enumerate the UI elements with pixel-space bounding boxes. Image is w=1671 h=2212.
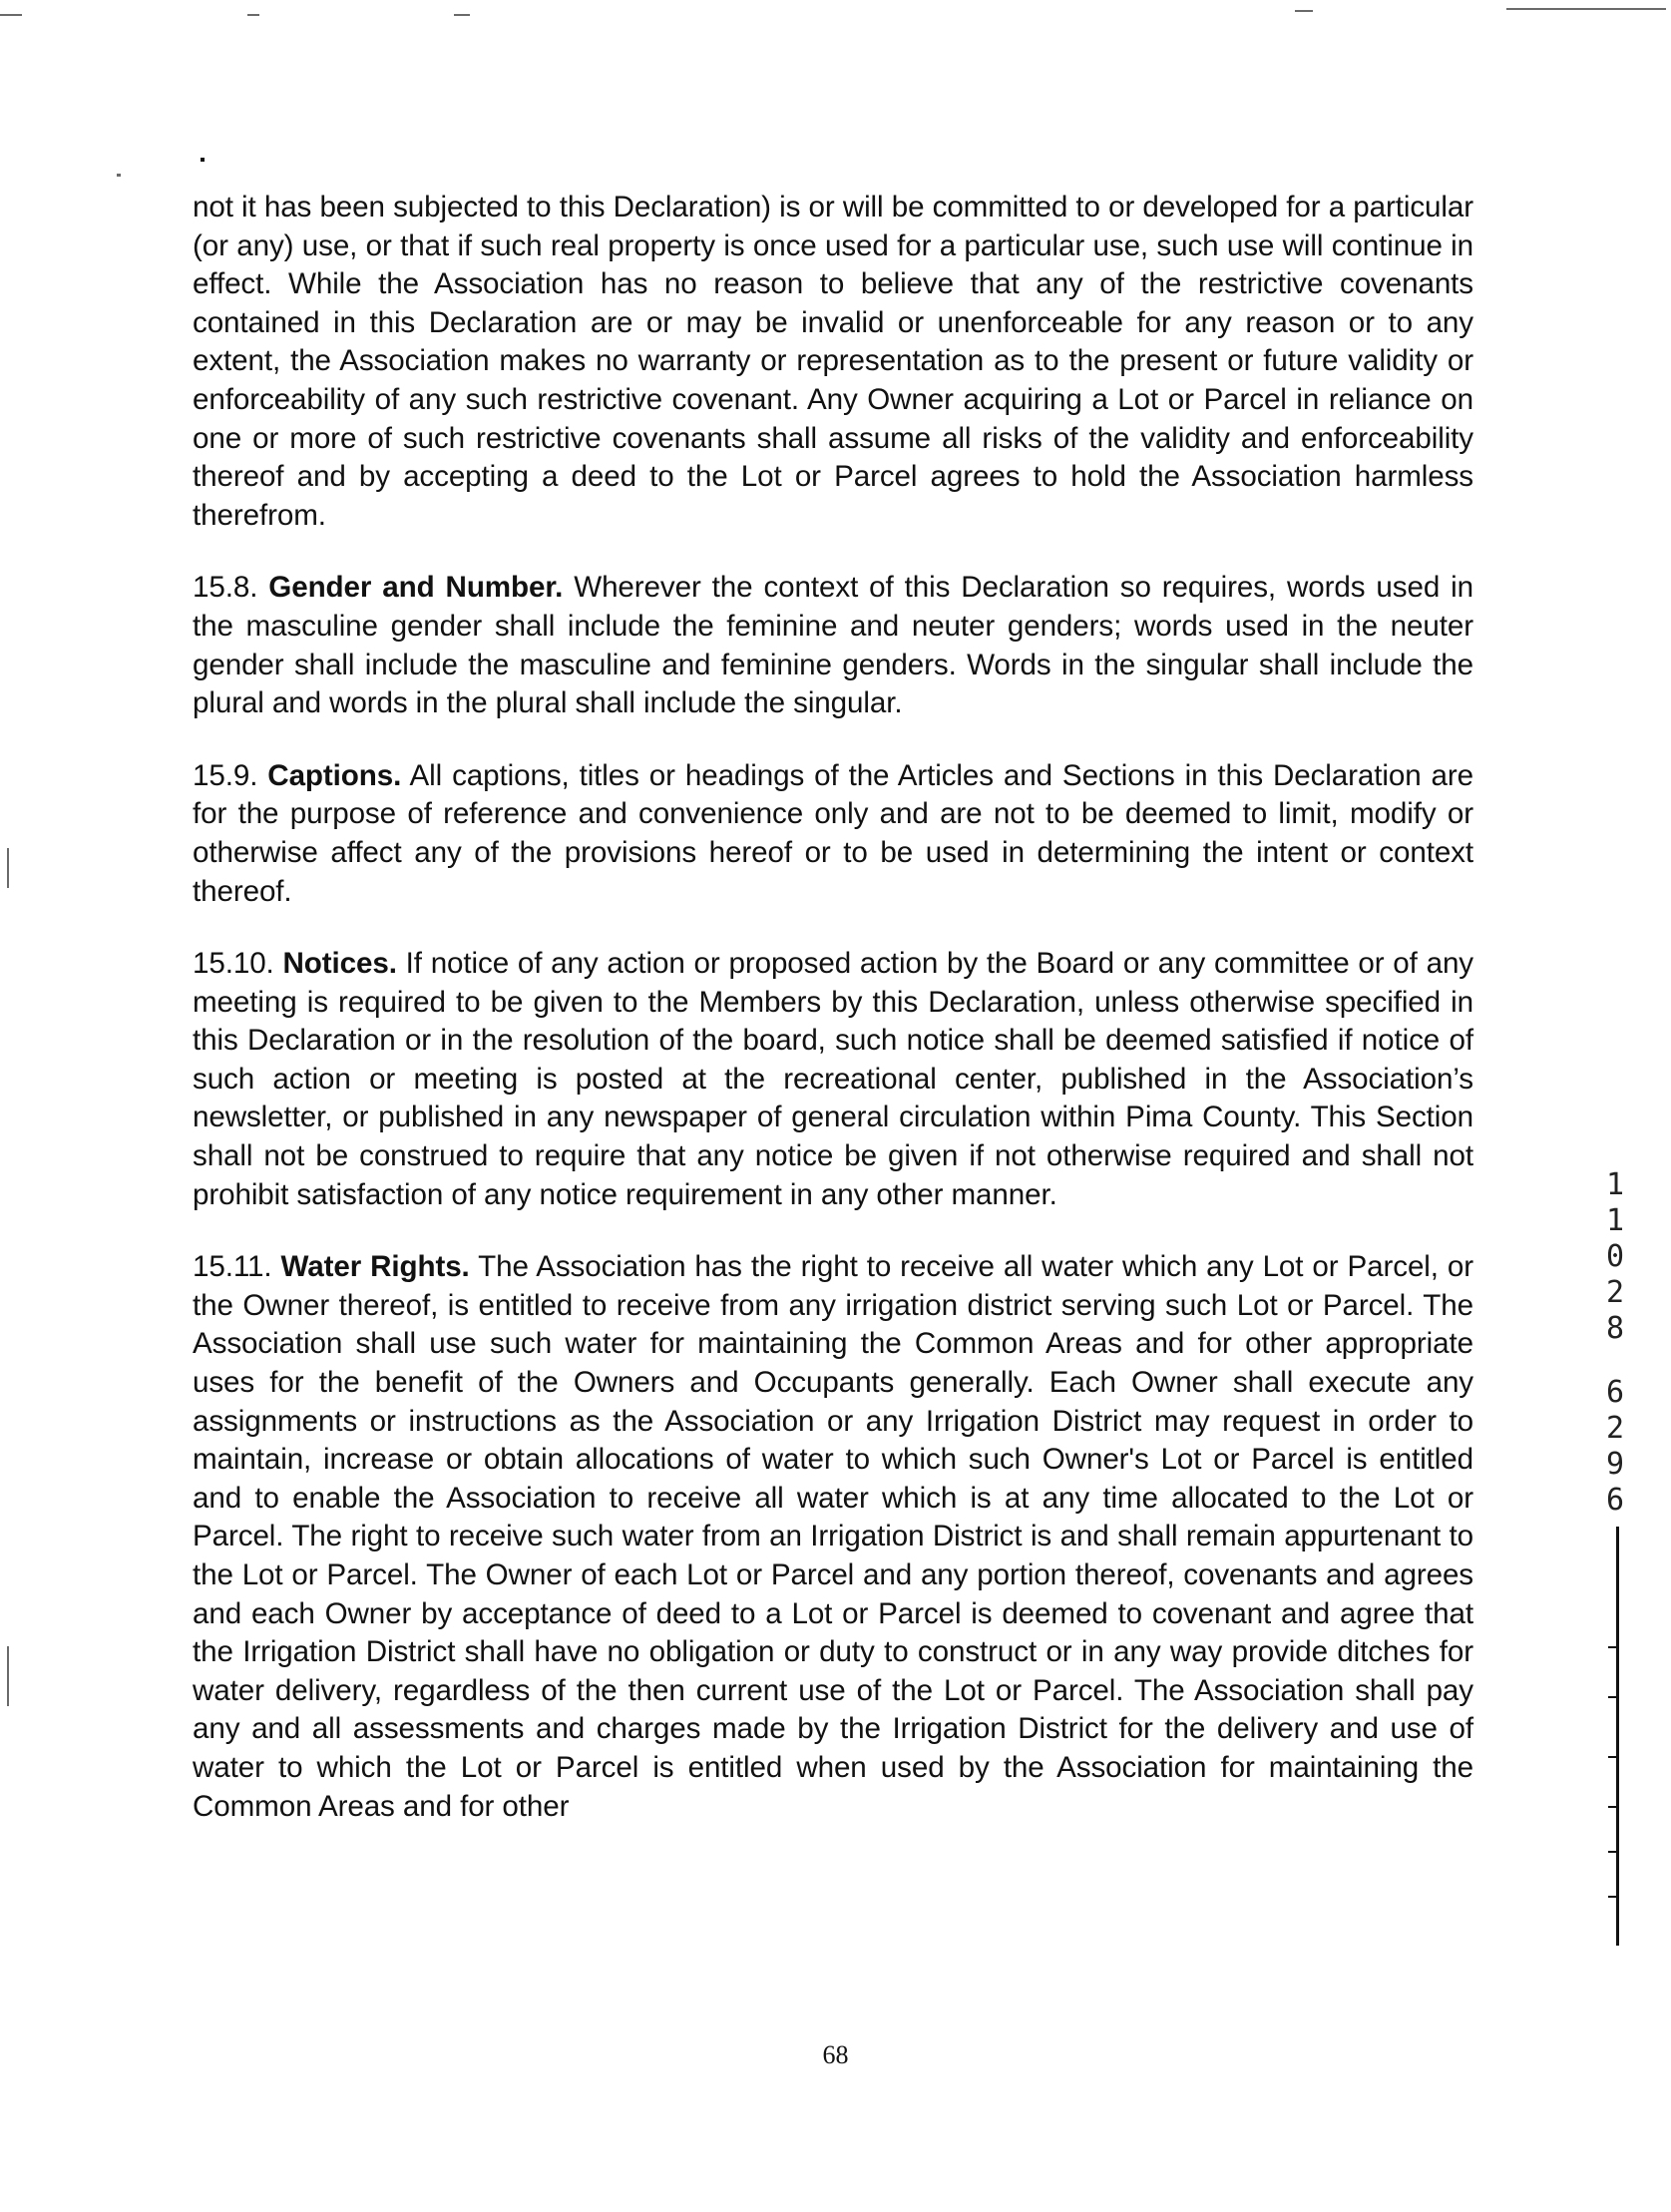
continuation-text: not it has been subjected to this Declaration) is or will be committed to or developed for a particular (or any) use, or that if such real property is once used for a particular use, such use will continue in effect. While the Association has no reason to believe that any of the restrictive covenants contained in this Declaration are or may be invalid or unenforceable for any reason or to any extent, the Association makes no warranty or representation as to the present or future validity or enforceability of any such restrictive covenant. Any Owner acquiring a Lot or Parcel in reliance on one or more of such restrictive covenants shall assume all risks of the validity and enforceability thereof and by accepting a deed to the Lot or Parcel agrees to hold the Association harmless therefrom. bbox=[193, 191, 1473, 532]
scan-mark bbox=[247, 14, 259, 16]
margin-barcode-tick bbox=[1608, 1696, 1618, 1698]
scan-mark bbox=[117, 174, 121, 177]
stamp-digit: 9 bbox=[1605, 1447, 1625, 1482]
section-text: All captions, titles or headings of the Articles and Sections in this Declaration are for the purpose of reference and convenience only and are not to be deemed to limit, modify or otherwise affect any of the provisions hereof or to be used in determining the intent or context thereof. bbox=[193, 758, 1473, 908]
scan-mark bbox=[0, 14, 22, 16]
margin-barcode bbox=[1616, 1527, 1619, 1946]
recording-stamp bbox=[1596, 1167, 1634, 1519]
section-number: 15.8. bbox=[193, 571, 258, 605]
section-15-9 bbox=[193, 757, 1473, 911]
section-heading: Notices. bbox=[282, 947, 397, 981]
section-text: If notice of any action or proposed action by the Board or any committee or of any meeting is required to be given to the Members by this Declaration, unless otherwise specified in this Declaration or in the resolution of the board, such notice shall be deemed satisfied if notice of such action or meeting is posted at the recreational center, published in the Association’s newsletter, or published in any newspaper of general circulation within Pima County. This Section shall not be construed to require that any notice be given if not otherwise required and shall not prohibit satisfaction of any notice requirement in any other manner. bbox=[193, 947, 1474, 1211]
margin-barcode-tick bbox=[1608, 1806, 1618, 1808]
section-number: 15.9. bbox=[193, 758, 258, 792]
scan-mark bbox=[7, 1646, 9, 1706]
margin-barcode-tick bbox=[1608, 1851, 1618, 1853]
section-15-10 bbox=[193, 945, 1473, 1214]
stamp-digit: 0 bbox=[1605, 1239, 1625, 1274]
section-heading: Gender and Number. bbox=[268, 571, 564, 605]
stamp-digit: 2 bbox=[1605, 1275, 1625, 1310]
stamp-digit: 2 bbox=[1605, 1411, 1625, 1446]
stamp-gap bbox=[1596, 1347, 1634, 1375]
scan-mark bbox=[1295, 10, 1313, 12]
page-number: 68 bbox=[822, 2040, 849, 2069]
section-number: 15.11. bbox=[193, 1250, 272, 1284]
scan-mark bbox=[7, 848, 9, 888]
section-heading: Water Rights. bbox=[280, 1250, 470, 1284]
stamp-digit: 8 bbox=[1605, 1311, 1625, 1346]
section-text: Wherever the context of this Declaration so requires, words used in the masculine gender shall include the feminine and neuter genders; words used in the neuter gender shall include the masculine and feminine genders. Words in the singular shall include the plural and words in the plural shall include the singular. bbox=[193, 571, 1473, 720]
section-text: The Association has the right to receive all water which any Lot or Parcel, or the Owner thereof, is entitled to receive from any irrigation district serving such Lot or Parcel. The Association shall use such water for maintaining the Common Areas and for other appropriate uses for the benefit of the Owners and Occupants generally. Each Owner shall execute any assignments or instructions as the Association or any Irrigation District may request in order to maintain, increase or obtain allocations of water to which such Owner's Lot or Parcel is entitled and to enable the Association to receive all water which is at any time allocated to the Lot or Parcel. The right to receive such water from an Irrigation District is and shall remain appurtenant to the Lot or Parcel. The Owner of each Lot or Parcel and any portion thereof, covenants and agrees and each Owner by acceptance of deed to a Lot or Parcel is deemed to covenant and agree that the Irrigation District shall have no obligation or duty to construct or in any way provide ditches for water delivery, regardless of the then current use of the Lot or Parcel. The Association shall pay any and all assessments and charges made by the Irrigation District for the delivery and use of water to which the Lot or Parcel is entitled when used by the Association for maintaining the Common Areas and for other bbox=[193, 1250, 1474, 1823]
scan-mark bbox=[454, 14, 470, 16]
continuation-paragraph bbox=[193, 189, 1473, 535]
stamp-digit: 1 bbox=[1605, 1203, 1625, 1238]
section-heading: Captions. bbox=[267, 758, 402, 792]
stamp-digit: 1 bbox=[1605, 1167, 1625, 1202]
scan-mark bbox=[201, 158, 205, 162]
section-15-11 bbox=[193, 1248, 1473, 1826]
margin-barcode-tick bbox=[1608, 1646, 1618, 1648]
scan-mark bbox=[1506, 8, 1666, 10]
stamp-digit: 6 bbox=[1605, 1375, 1625, 1410]
section-number: 15.10. bbox=[193, 947, 274, 981]
document-body bbox=[193, 189, 1473, 1860]
stamp-digit: 6 bbox=[1605, 1483, 1625, 1518]
margin-barcode-tick bbox=[1608, 1896, 1618, 1898]
margin-barcode-tick bbox=[1608, 1756, 1618, 1758]
section-15-8 bbox=[193, 569, 1473, 722]
